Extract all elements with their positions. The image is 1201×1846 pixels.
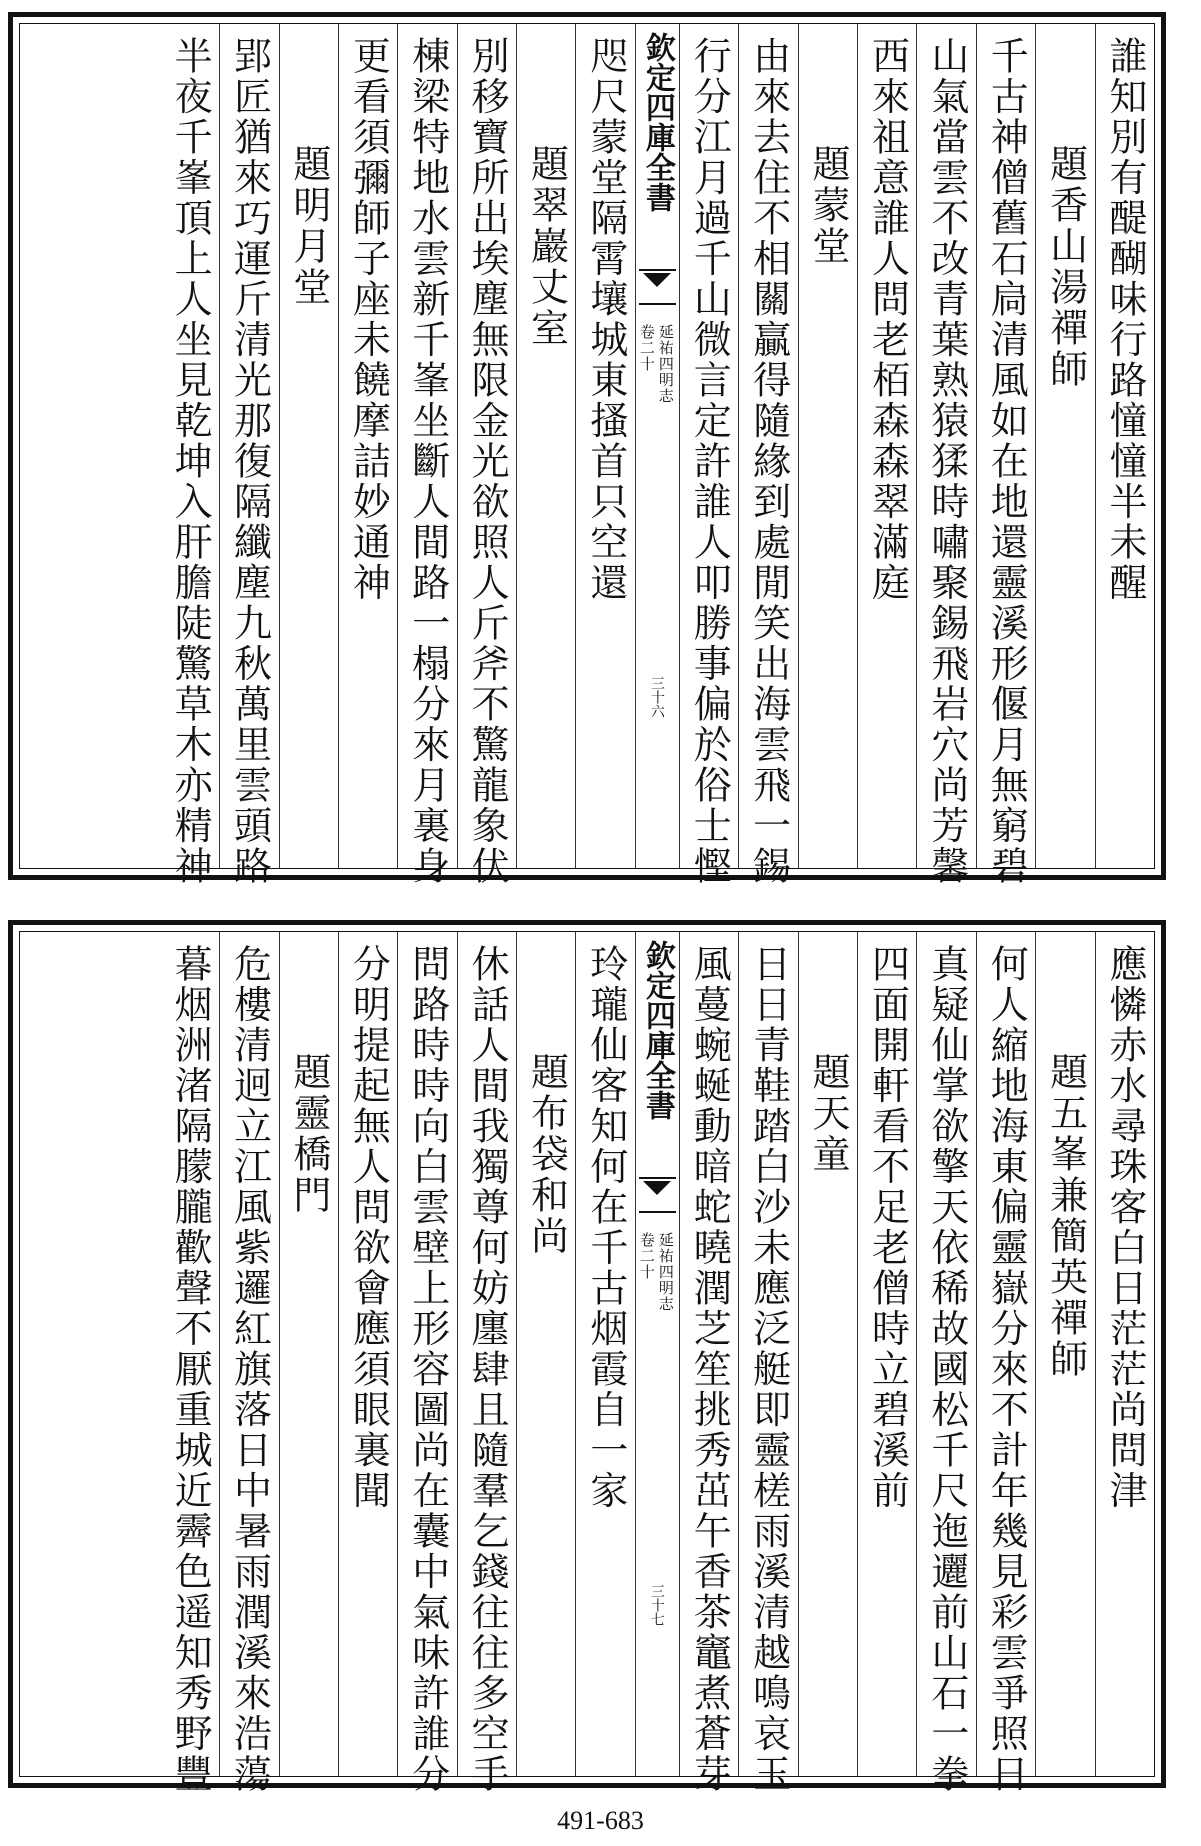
column-text: 棟梁特地水雲新千峯坐斷人間路一榻分來月裏身 (405, 36, 450, 887)
text-column (798, 932, 857, 1776)
poem-title: 題靈橋門 (286, 1052, 331, 1216)
text-column (916, 24, 975, 887)
column-text: 真疑仙掌欲擎天依稀故國松千尺迤邐前山石一拳 (924, 944, 969, 1795)
center-fold-column (635, 24, 679, 868)
column-text: 半夜千峯頂上人坐見乾坤入肝膽陡驚草木亦精神 (168, 36, 213, 887)
book-header-title: 欽定四庫全書 (639, 32, 675, 212)
text-column (516, 24, 575, 868)
text-column (338, 24, 397, 868)
text-column (457, 24, 516, 887)
text-column (1095, 932, 1154, 1776)
column-text: 應憐赤水尋珠客白日茫茫尚問津 (1103, 944, 1147, 1511)
column-text: 更看須彌師子座未饒摩詰妙通神 (346, 36, 391, 603)
column-text: 千古神僧舊石扃清風如在地還靈溪形偃月無窮碧 (984, 36, 1029, 887)
center-fold-column (635, 932, 679, 1776)
poem-title: 題翠巖丈室 (524, 144, 569, 349)
column-text: 行分江月過千山微言定許誰人叩勝事偏於俗士慳 (687, 36, 732, 887)
bottom-columns (20, 932, 1154, 1795)
text-column (916, 932, 975, 1795)
column-text: 郢匠猶來巧運斤清光那復隔纖塵九秋萬里雲頭路 (227, 36, 272, 887)
text-column (738, 932, 797, 1795)
text-column (575, 932, 634, 1776)
top-page-panel (8, 12, 1166, 887)
column-text: 四面開軒看不足老僧時立碧溪前 (865, 944, 910, 1511)
text-column (798, 24, 857, 868)
top-page-frame (19, 23, 1155, 887)
text-column (160, 24, 219, 887)
column-text: 危樓清迥立江風紫邏紅旗落日中暑雨潤溪來浩蕩 (227, 944, 272, 1795)
text-column (738, 24, 797, 887)
fish-tail-ornament-icon (639, 1177, 676, 1213)
text-column (575, 24, 634, 868)
page-number: 491-683 (557, 1806, 644, 1835)
poem-title: 題天童 (806, 1052, 851, 1175)
column-text: 何人縮地海東偏靈嶽分來不計年幾見彩雲爭照日 (984, 944, 1029, 1795)
column-text: 日日青鞋踏白沙未應泛艇即靈槎雨溪清越鳴哀玉 (746, 944, 791, 1795)
column-text: 咫尺蒙堂隔霄壤城東搔首只空還 (583, 36, 628, 603)
text-column (219, 932, 278, 1795)
poem-title: 題五峯兼簡英禪師 (1043, 1052, 1088, 1380)
text-column (160, 932, 219, 1795)
bottom-page-panel (8, 920, 1166, 1795)
text-column (397, 24, 456, 887)
text-column (397, 932, 456, 1795)
column-text: 別移寶所出埃塵無限金光欲照人斤斧不驚龍象伏 (465, 36, 510, 887)
folio-number: 三十七 (648, 1584, 665, 1626)
folio-number: 三十六 (648, 676, 665, 718)
column-text: 由來去住不相關贏得隨緣到處閒笑出海雲飛一錫 (746, 36, 791, 887)
volume-label: 卷二十 (637, 324, 656, 372)
poem-title: 題蒙堂 (806, 144, 851, 267)
volume-label: 卷二十 (637, 1232, 656, 1280)
column-text: 風蔓蜿蜒動暗蛇曉潤芝笙挑秀茁午香茶竈煮蒼芽 (687, 944, 732, 1795)
column-text: 休話人間我獨尊何妨廛肆且隨羣乞錢往往多空手 (465, 944, 510, 1795)
poem-title: 題布袋和尚 (524, 1052, 569, 1257)
text-column (1035, 24, 1094, 868)
text-column (976, 24, 1035, 887)
fish-tail-ornament-icon (639, 269, 676, 305)
column-text: 誰知別有醍醐味行路憧憧半未醒 (1103, 36, 1147, 603)
text-column (516, 932, 575, 1776)
text-column (679, 932, 738, 1795)
text-column (279, 24, 338, 868)
text-column (679, 24, 738, 887)
column-text: 西來祖意誰人問老栢森森翠滿庭 (865, 36, 910, 603)
bottom-page-frame (19, 931, 1155, 1795)
book-name: 延祐四明志 (656, 324, 675, 404)
column-text: 玲瓏仙客知何在千古烟霞自一家 (583, 944, 628, 1511)
text-column (857, 24, 916, 868)
column-text: 暮烟洲渚隔朦朧歡聲不厭重城近霽色遥知秀野豐 (168, 944, 213, 1795)
text-column (1095, 24, 1154, 868)
column-text: 分明提起無人問欲會應須眼裏聞 (346, 944, 391, 1511)
text-column (976, 932, 1035, 1795)
top-columns (20, 24, 1154, 887)
text-column (279, 932, 338, 1776)
text-column (338, 932, 397, 1776)
column-text: 山氣當雲不改青葉熟猿猱時嘯聚錫飛岩穴尚芳馨 (924, 36, 969, 887)
poem-title: 題香山湯禪師 (1043, 144, 1088, 390)
book-header-title: 欽定四庫全書 (639, 940, 675, 1120)
poem-title: 題明月堂 (286, 144, 331, 308)
text-column (857, 932, 916, 1776)
column-text: 問路時時向白雲壁上形容圖尚在囊中氣味許誰分 (405, 944, 450, 1795)
text-column (219, 24, 278, 887)
text-column (457, 932, 516, 1795)
book-name: 延祐四明志 (656, 1232, 675, 1312)
text-column (1035, 932, 1094, 1776)
